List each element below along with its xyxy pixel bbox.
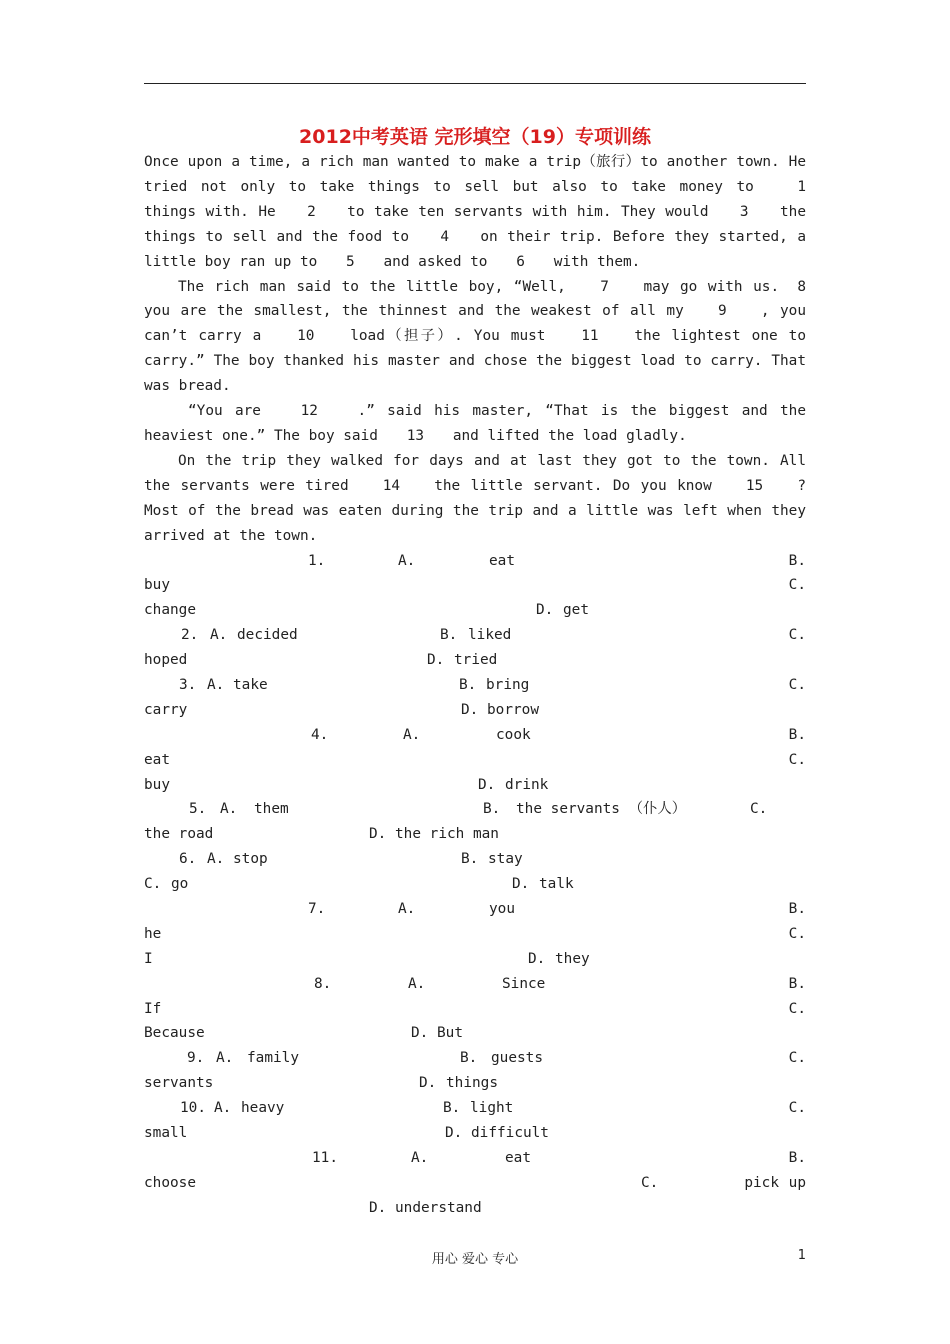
option-label: B. [461,851,479,868]
option-text: talk [539,876,574,893]
option-label: B. [460,1050,478,1067]
option-label: A. [207,676,225,693]
option-label: C. [788,1050,806,1067]
option-text: he [144,925,162,942]
question-line [144,1021,806,1046]
option-text: Since [502,975,546,992]
question-line [144,1121,806,1146]
page-footer [144,1248,806,1268]
question-line [144,1046,806,1071]
question-line [144,1071,806,1096]
question-line [144,673,806,698]
question-number: 2. [181,627,199,644]
option-label: D. [536,602,554,619]
option-text: hoped [144,652,188,669]
question-line [144,623,806,648]
option-label: A. [408,975,426,992]
option-text: drink [505,776,549,793]
option-text: things [446,1075,498,1092]
question-line [144,847,806,872]
option-label: D. [461,701,479,718]
option-label: B. [788,900,806,917]
header-rule [144,83,806,84]
passage-paragraph-1: Once upon a time, a rich man wanted to make a trip（旅行）to another town. He tried not only to take things to sell but also to take money to 1 things with. He 2 to take ten servants with him. They would 3 the things to sell and the food to 4 on their trip. Before they started, a little boy ran up to 5 and asked to 6 with them. [144,154,835,270]
question-line [144,922,806,947]
option-label: B. [440,627,458,644]
question-number: 11. [312,1149,338,1166]
option-text: buy [144,577,170,594]
question-number: 4. [311,726,329,743]
question-line [144,972,806,997]
question-number: 8. [314,975,332,992]
option-text: choose [144,1174,196,1191]
option-text: they [555,950,590,967]
option-text: decided [237,627,298,644]
document-body [144,150,835,1221]
question-number: 5. [189,801,207,818]
option-label: A. [220,801,238,818]
option-label: D. [369,1199,387,1216]
option-label: C. [641,1174,659,1191]
option-label: B. [483,801,501,818]
option-label: B. [788,1149,806,1166]
option-label: D. [445,1124,463,1141]
question-line [144,598,806,623]
option-text: family [247,1050,299,1067]
question-line [144,648,806,673]
question-line [144,748,806,773]
option-text: the rich man [395,826,499,843]
option-label: C. [788,1100,806,1117]
option-label: B. [788,975,806,992]
option-text: eat [505,1149,531,1166]
page-number: 1 [797,1248,806,1263]
option-label: B. [788,552,806,569]
option-text: guests [491,1050,543,1067]
option-label: D. [369,826,387,843]
option-text: servants [144,1075,214,1092]
option-label: D. [478,776,496,793]
question-line [144,698,806,723]
option-text: stop [233,851,268,868]
question-line [144,723,806,748]
option-label: D. [419,1075,437,1092]
option-label: A. [403,726,421,743]
option-text: go [171,876,189,893]
option-label: A. [210,627,228,644]
option-label: B. [443,1100,461,1117]
question-line [144,1096,806,1121]
option-text: stay [488,851,523,868]
question-number: 1. [308,552,326,569]
question-number: 10. [180,1100,206,1117]
option-label: A. [214,1100,232,1117]
option-text: the road [144,826,214,843]
question-number: 9. [187,1050,205,1067]
option-label: D. [427,652,445,669]
option-text: borrow [487,701,539,718]
question-number: 6. [179,851,197,868]
question-line [144,797,806,822]
option-text: tried [454,652,498,669]
option-label: D. [411,1025,429,1042]
option-text: carry [144,701,188,718]
option-text: heavy [241,1100,285,1117]
option-label: A. [411,1149,429,1166]
option-text: I [144,950,153,967]
option-text: liked [468,627,512,644]
option-text: difficult [471,1124,549,1141]
option-text: get [563,602,589,619]
option-text: If [144,1000,162,1017]
option-text: eat [489,552,515,569]
option-label: A. [207,851,225,868]
option-text: small [144,1124,188,1141]
question-line [144,947,806,972]
option-label: C. [750,801,768,818]
option-text: light [470,1100,514,1117]
option-text: you [489,900,515,917]
option-label: C. [788,751,806,768]
question-line [144,549,806,574]
question-line [144,1146,806,1171]
option-text: But [437,1025,463,1042]
option-label: B. [459,676,477,693]
option-text: pick up [744,1174,806,1191]
question-line [144,872,806,897]
option-text: the servants （仆人） [516,801,687,818]
passage-paragraph-3: “You are 12 .” said his master, “That is the biggest and the heaviest one.” The boy said 13 and lifted the load gladly. [144,403,806,444]
option-label: C. [788,577,806,594]
option-label: C. [788,627,806,644]
option-label: A. [398,900,416,917]
footer-motto: 用心 爱心 专心 [431,1252,519,1267]
option-text: eat [144,751,170,768]
option-label: C. [788,925,806,942]
option-label: B. [788,726,806,743]
option-text: them [254,801,289,818]
question-line [144,773,806,798]
option-label: C. [788,1000,806,1017]
question-line [144,1196,806,1221]
option-label: A. [398,552,416,569]
option-text: Because [144,1025,205,1042]
passage-paragraph-4: On the trip they walked for days and at last they got to the town. All the servants were tired 14 the little servant. Do you know 15 ? Most of the bread was eaten during the trip and a little was left when they arrived at the town. [144,452,806,544]
option-label: D. [512,876,530,893]
option-text: bring [486,676,530,693]
question-line [144,573,806,598]
option-text: understand [395,1199,482,1216]
question-line [144,997,806,1022]
option-text: cook [496,726,531,743]
question-number: 7. [308,900,326,917]
option-text: change [144,602,196,619]
question-line [144,897,806,922]
option-text: buy [144,776,170,793]
question-number: 3. [179,676,197,693]
question-line [144,1171,806,1196]
passage-paragraph-2: The rich man said to the little boy, “Well, 7 may go with us. 8 you are the smallest, the thinnest and the weakest of all my 9 , you can’t carry a 10 load（担子）. You must 11 the lightest one to carry.” The boy thanked his master and chose the biggest load to carry. That was bread. [144,278,835,395]
question-line [144,822,806,847]
option-text: take [233,676,268,693]
option-label: C. [144,876,162,893]
option-label: A. [216,1050,234,1067]
option-label: C. [788,676,806,693]
document-title: 2012中考英语 完形填空（19）专项训练 [299,126,651,148]
question-list [144,549,806,1221]
option-label: D. [528,950,546,967]
